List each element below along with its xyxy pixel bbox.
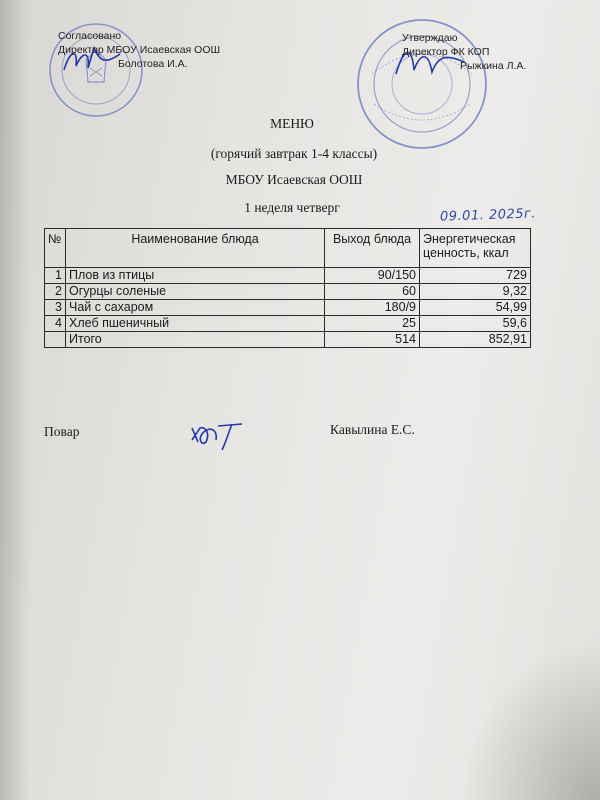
- row-energy: 59,6: [420, 316, 531, 332]
- row-portion: 90/150: [325, 268, 420, 284]
- approval-right-position: Директор ФК КОП: [402, 46, 490, 58]
- menu-table: [44, 228, 531, 348]
- header-number: №: [45, 229, 66, 268]
- row-dish-name: Чай с сахаром: [66, 300, 325, 316]
- table-total-row: [45, 332, 531, 348]
- approval-right-heading: Утверждаю: [402, 32, 458, 44]
- school-name: МБОУ Исаевская ООШ: [225, 172, 363, 187]
- cook-name: Кавылина Е.С.: [330, 422, 415, 437]
- cook-label: Повар: [44, 424, 80, 439]
- row-portion: 25: [325, 316, 420, 332]
- row-dish-name: Хлеб пшеничный: [66, 316, 325, 332]
- table-row: [45, 284, 531, 300]
- header-energy: Энергетическая ценность, ккал: [420, 229, 531, 268]
- row-number: 3: [45, 300, 66, 316]
- handwritten-date: 09.01. 2025г.: [439, 206, 537, 225]
- corner-shadow: [460, 640, 600, 800]
- row-portion: 60: [325, 284, 420, 300]
- approval-right-name: Рыжкина Л.А.: [460, 60, 527, 72]
- approval-left-heading: Согласовано: [58, 30, 122, 42]
- menu-title: МЕНЮ: [270, 116, 314, 131]
- cook-signature: [188, 418, 258, 452]
- approval-left-position: Директор МБОУ Исаевская ООШ: [58, 44, 221, 56]
- row-energy: 9,32: [420, 284, 531, 300]
- table-header-row: [45, 229, 531, 268]
- table-row: [45, 300, 531, 316]
- row-number: 1: [45, 268, 66, 284]
- row-energy: 729: [420, 268, 531, 284]
- total-energy: 852,91: [420, 332, 531, 348]
- total-number: [45, 332, 66, 348]
- row-number: 2: [45, 284, 66, 300]
- menu-subtitle: (горячий завтрак 1-4 классы): [210, 146, 378, 161]
- row-number: 4: [45, 316, 66, 332]
- row-portion: 180/9: [325, 300, 420, 316]
- header-portion: Выход блюда: [325, 229, 420, 268]
- week-day: 1 неделя четверг: [244, 200, 340, 215]
- table-row: [45, 268, 531, 284]
- header-dish-name: Наименование блюда: [66, 229, 325, 268]
- total-label: Итого: [66, 332, 325, 348]
- approval-block-left: [58, 29, 220, 71]
- row-energy: 54,99: [420, 300, 531, 316]
- total-portion: 514: [325, 332, 420, 348]
- approval-left-name: Болотова И.А.: [118, 58, 188, 70]
- row-dish-name: Огурцы соленые: [66, 284, 325, 300]
- approval-block-right: [402, 31, 526, 73]
- table-row: [45, 316, 531, 332]
- row-dish-name: Плов из птицы: [66, 268, 325, 284]
